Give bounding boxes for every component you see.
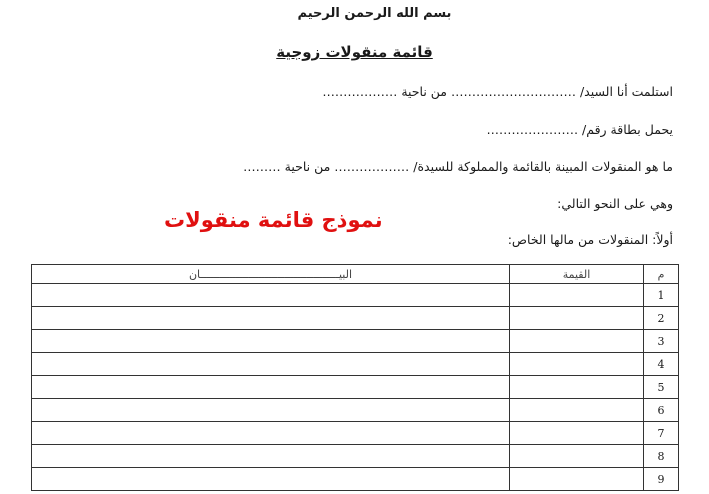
row-value-cell[interactable] [510,330,644,353]
table-row [32,445,679,468]
section-heading: أولاً: المنقولات من مالها الخاص: [507,232,673,247]
row-description-cell[interactable] [32,422,510,445]
table-header-row [32,265,679,284]
table-row [32,353,679,376]
row-number: 6 [644,399,679,422]
row-description-cell[interactable] [32,399,510,422]
row-description-cell[interactable] [32,376,510,399]
row-number: 7 [644,422,679,445]
row-value-cell[interactable] [510,284,644,307]
row-number: 8 [644,445,679,468]
header-number: م [644,265,679,284]
row-value-cell[interactable] [510,376,644,399]
row-description-cell[interactable] [32,353,510,376]
row-value-cell[interactable] [510,468,644,491]
id-card-line: يحمل بطاقة رقم/ …………………. [486,122,673,137]
row-description-cell[interactable] [32,284,510,307]
document-title: قائمة منقولات زوجية [276,43,433,61]
header-description: البيـــــــــــــــــــــــــــــــــــــــــــان [32,265,510,284]
row-number: 4 [644,353,679,376]
owner-line: ما هو المنقولات المبينة بالقائمة والمملوكة للسيدة/ ……………… من ناحية ……… [243,159,673,174]
table-row [32,422,679,445]
row-number: 1 [644,284,679,307]
table-row [32,284,679,307]
row-description-cell[interactable] [32,330,510,353]
row-number: 5 [644,376,679,399]
watermark-text: نموذج قائمة منقولات [164,208,383,232]
table-row [32,307,679,330]
row-description-cell[interactable] [32,307,510,330]
table-row [32,330,679,353]
items-table [31,264,679,491]
basmala: بسم الله الرحمن الرحيم [297,6,452,21]
table-row [32,376,679,399]
row-description-cell[interactable] [32,445,510,468]
row-value-cell[interactable] [510,445,644,468]
intro-line: وهي على النحو التالي: [557,196,673,211]
row-value-cell[interactable] [510,399,644,422]
row-number: 3 [644,330,679,353]
receiver-line: استلمت أنا السيد/ ………………………… من ناحية ……………… [322,84,673,99]
row-value-cell[interactable] [510,422,644,445]
table-row [32,399,679,422]
row-number: 9 [644,468,679,491]
row-number: 2 [644,307,679,330]
row-value-cell[interactable] [510,353,644,376]
table-row [32,468,679,491]
row-description-cell[interactable] [32,468,510,491]
header-value: القيمة [510,265,644,284]
row-value-cell[interactable] [510,307,644,330]
